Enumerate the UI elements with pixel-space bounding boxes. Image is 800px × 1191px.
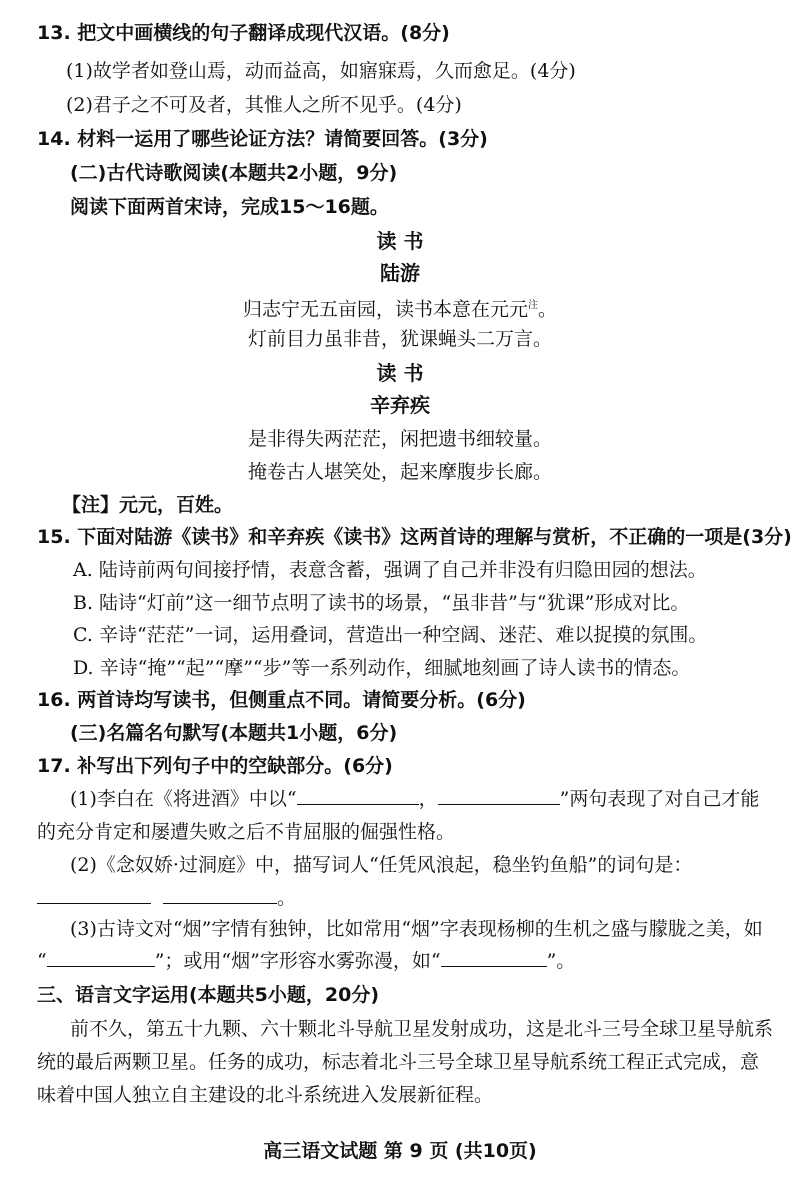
q17-sub1-pre: (1)李白在《将进酒》中以“ bbox=[70, 788, 297, 810]
q17-sub1-post: ”两句表现了对自己才能 bbox=[559, 788, 760, 810]
q15-option-d: D. 辛诗“掩”“起”“摩”“步”等一系列动作，细腻地刻画了诗人读书的情态。 bbox=[73, 657, 691, 679]
q17-sub3-open: “ bbox=[37, 950, 47, 972]
answer-blank[interactable] bbox=[297, 786, 419, 805]
q14-stem: 14. 材料一运用了哪些论证方法？请简要回答。(3分) bbox=[37, 128, 488, 150]
poem2-line2: 掩卷古人堪笑处，起来摩腹步长廊。 bbox=[247, 461, 552, 483]
poem2-author: 辛弃疾 bbox=[370, 393, 430, 417]
q17-sub2: (2)《念奴娇·过洞庭》中，描写词人“任凭风浪起，稳坐钓鱼船”的词句是： bbox=[70, 854, 693, 876]
part-3-paragraph-line3: 味着中国人独立自主建设的北斗系统进入发展新征程。 bbox=[37, 1084, 494, 1106]
poem2-title: 读 书 bbox=[376, 361, 424, 385]
poem-note: 【注】元元，百姓。 bbox=[62, 494, 234, 516]
q13-sub1: (1)故学者如登山焉，动而益高，如寤寐焉，久而愈足。(4分) bbox=[66, 60, 576, 82]
q17-sub1-cont: 的充分肯定和屡遭失败之后不肯屈服的倔强性格。 bbox=[37, 821, 456, 843]
q17-sub1-mid: ， bbox=[418, 788, 438, 810]
q16-stem: 16. 两首诗均写读书，但侧重点不同。请简要分析。(6分) bbox=[37, 689, 526, 711]
poem1-line1-text: 归志宁无五亩园，读书本意在元元 bbox=[242, 298, 528, 321]
q17-sub3-end: ”。 bbox=[546, 950, 576, 972]
answer-blank[interactable] bbox=[37, 885, 151, 904]
part-3-paragraph-line2: 统的最后两颗卫星。任务的成功，标志着北斗三号全球卫星导航系统工程正式完成，意 bbox=[37, 1051, 760, 1073]
q15-stem: 15. 下面对陆游《读书》和辛弃疾《读书》这两首诗的理解与赏析，不正确的一项是(3分) bbox=[37, 526, 792, 548]
page-footer: 高三语文试题 第 9 页 (共10页) bbox=[263, 1140, 537, 1162]
q17-sub1 bbox=[70, 786, 759, 812]
answer-blank[interactable] bbox=[47, 948, 155, 967]
q17-sub2-answer bbox=[37, 885, 296, 911]
section-2-heading: (二)古代诗歌阅读(本题共2小题，9分) bbox=[70, 162, 398, 184]
q15-option-b: B. 陆诗“灯前”这一细节点明了读书的场景，“虽非昔”与“犹课”形成对比。 bbox=[73, 592, 690, 614]
answer-blank[interactable] bbox=[441, 948, 547, 967]
q17-stem: 17. 补写出下列句子中的空缺部分。(6分) bbox=[37, 755, 393, 777]
section-2-intro: 阅读下面两首宋诗，完成15～16题。 bbox=[70, 196, 389, 218]
q13-stem: 13. 把文中画横线的句子翻译成现代汉语。(8分) bbox=[37, 22, 450, 44]
q17-sub3-answer bbox=[37, 948, 575, 974]
poem1-line2: 灯前目力虽非昔，犹课蝇头二万言。 bbox=[247, 328, 552, 350]
poem1-title: 读 书 bbox=[376, 229, 424, 253]
poem1-line1 bbox=[0, 293, 800, 322]
q15-option-a: A. 陆诗前两句间接抒情，表意含蓄，强调了自己并非没有归隐田园的想法。 bbox=[73, 559, 707, 581]
q17-sub2-end: 。 bbox=[277, 887, 297, 909]
poem1-line1-end: 。 bbox=[538, 298, 558, 321]
note-marker: 注 bbox=[528, 300, 538, 311]
poem1-author: 陆游 bbox=[380, 261, 420, 285]
q17-sub3-mid: ”；或用“烟”字形容水雾弥漫，如“ bbox=[154, 950, 441, 972]
answer-blank[interactable] bbox=[163, 885, 277, 904]
q13-sub2: (2)君子之不可及者，其惟人之所不见乎。(4分) bbox=[66, 94, 462, 116]
part-3-heading: 三、语言文字运用(本题共5小题，20分) bbox=[37, 984, 380, 1006]
section-3-heading: (三)名篇名句默写(本题共1小题，6分) bbox=[70, 722, 398, 744]
poem2-line1: 是非得失两茫茫，闲把遗书细较量。 bbox=[247, 428, 552, 450]
answer-blank[interactable] bbox=[438, 786, 560, 805]
q17-sub3: (3)古诗文对“烟”字情有独钟，比如常用“烟”字表现杨柳的生机之盛与朦胧之美，如 bbox=[70, 918, 763, 940]
part-3-paragraph-line1: 前不久，第五十九颗、六十颗北斗导航卫星发射成功，这是北斗三号全球卫星导航系 bbox=[70, 1018, 774, 1040]
q15-option-c: C. 辛诗“茫茫”一词，运用叠词，营造出一种空阔、迷茫、难以捉摸的氛围。 bbox=[73, 624, 708, 646]
